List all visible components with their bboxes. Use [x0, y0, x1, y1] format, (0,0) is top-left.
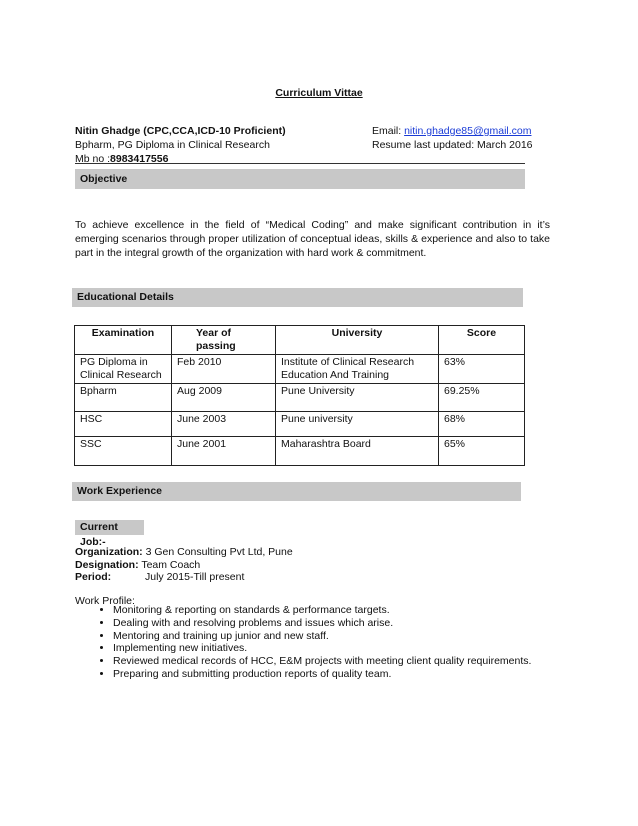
cell-examination: HSC — [75, 412, 172, 437]
email-link[interactable]: nitin.ghadge85@gmail.com — [404, 125, 532, 137]
mobile-number: 8983417556 — [110, 153, 169, 165]
table-row — [75, 355, 525, 384]
cell-score: 63% — [439, 355, 525, 384]
cell-university: Maharashtra Board — [276, 437, 439, 466]
job-details — [75, 546, 293, 584]
organization-value: 3 Gen Consulting Pvt Ltd, Pune — [142, 546, 293, 558]
cell-score: 65% — [439, 437, 525, 466]
cell-examination: PG Diploma in Clinical Research — [75, 355, 172, 384]
candidate-name: Nitin Ghadge (CPC,CCA,ICD-10 Proficient) — [75, 125, 286, 137]
list-item: • Reviewed medical records of HCC, E&M projects with meeting client quality requirements. — [113, 655, 583, 668]
document-title: Curriculum Vittae — [275, 87, 363, 99]
designation-value: Team Coach — [138, 558, 201, 571]
organization-label: Organization: — [75, 546, 143, 558]
resume-updated: Resume last updated: March 2016 — [372, 139, 533, 151]
objective-heading: Objective — [75, 169, 525, 189]
col-examination: Examination — [75, 326, 172, 355]
cell-examination: Bpharm — [75, 384, 172, 412]
current-job-heading: Current Job:- — [75, 520, 144, 535]
cell-examination: SSC — [75, 437, 172, 466]
cell-year: Aug 2009 — [172, 384, 276, 412]
table-row — [75, 437, 525, 466]
candidate-qualification: Bpharm, PG Diploma in Clinical Research — [75, 139, 270, 151]
col-year: Year of passing — [172, 326, 276, 355]
header-divider — [75, 163, 525, 164]
list-item: • Implementing new initiatives. — [113, 642, 583, 655]
list-item: • Dealing with and resolving problems and issues which arise. — [113, 617, 583, 630]
cell-university: Pune university — [276, 412, 439, 437]
cell-university: Pune University — [276, 384, 439, 412]
education-table-header — [75, 326, 525, 355]
list-item: • Mentoring and training up junior and new staff. — [113, 630, 583, 643]
work-profile-list — [96, 604, 583, 681]
email-label: Email: — [372, 125, 405, 137]
organization-line — [75, 546, 293, 559]
cell-university: Institute of Clinical Research Education And Training — [276, 355, 439, 384]
designation-line — [75, 559, 293, 572]
col-university: University — [276, 326, 439, 355]
table-row — [75, 384, 525, 412]
list-item: • Monitoring & reporting on standards & performance targets. — [113, 604, 583, 617]
cell-score: 68% — [439, 412, 525, 437]
period-label: Period: — [75, 571, 112, 583]
header-left — [75, 124, 286, 166]
designation-label: Designation: — [75, 558, 139, 571]
mobile-label: Mb no : — [75, 153, 111, 165]
cell-year: June 2001 — [172, 437, 276, 466]
email-line — [372, 124, 533, 138]
objective-text: To achieve excellence in the field of “Medical Coding” and make significant contribution in it’s emerging scenarios through proper utilization of conceptual ideas, skills & experience and also to take part in the integral growth of the organization with hard work & commitment. — [75, 219, 550, 259]
cell-score: 69.25% — [439, 384, 525, 412]
list-item: • Preparing and submitting production reports of quality team. — [113, 668, 583, 681]
education-heading: Educational Details — [72, 288, 523, 307]
cell-year: Feb 2010 — [172, 355, 276, 384]
period-line — [75, 571, 293, 584]
table-row — [75, 412, 525, 437]
header-right — [372, 124, 533, 152]
period-value: July 2015-Till present — [145, 571, 245, 583]
work-experience-heading: Work Experience — [72, 482, 521, 501]
education-table — [74, 325, 525, 466]
work-profile-label: Work Profile: — [75, 595, 135, 607]
cell-year: June 2003 — [172, 412, 276, 437]
col-score: Score — [439, 326, 525, 355]
